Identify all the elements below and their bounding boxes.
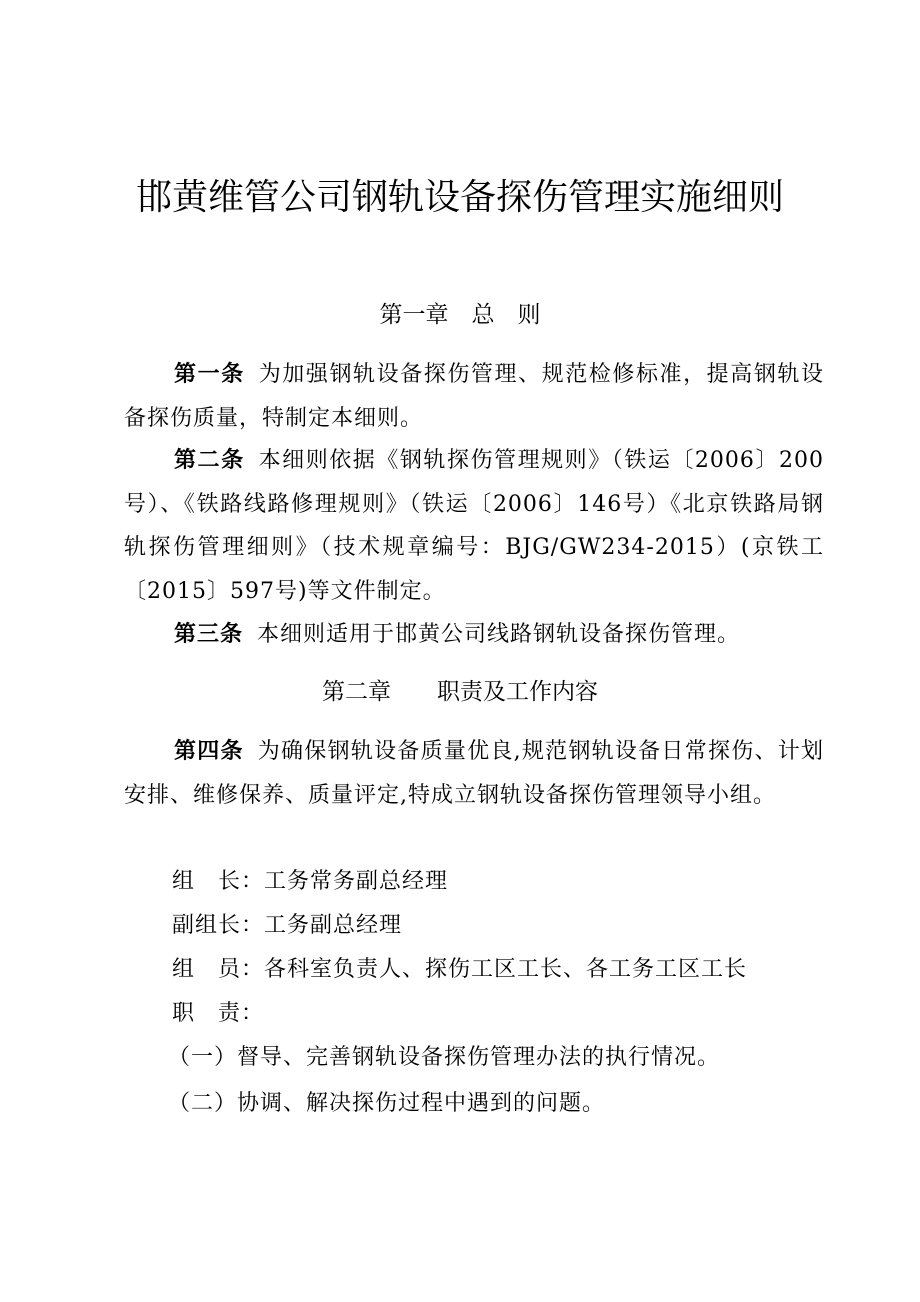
article-2-text: 本细则依据《钢轨探伤管理规则》（铁运〔2006〕200号）、《铁路线路修理规则》（铁运〔2006〕146号）《北京铁路局钢轨探伤管理细则》（技术规章编号：BJG/GW234-2015）(京铁工〔2015〕597号)等文件制定。 xyxy=(124,448,824,604)
article-1 xyxy=(124,353,824,440)
duty-item-2: （二）协调、解决探伤过程中遇到的问题。 xyxy=(168,1091,606,1116)
article-4-text: 为确保钢轨设备质量优良,规范钢轨设备日常探伤、计划安排、维修保养、质量评定,特成立钢轨设备探伤管理领导小组。 xyxy=(124,739,824,808)
group-leader-line: 组 长：工务常务副总经理 xyxy=(172,869,449,894)
article-1-number: 第一条 xyxy=(174,362,245,387)
article-3-text: 本细则适用于邯黄公司线路钢轨设备探伤管理。 xyxy=(257,622,741,647)
deputy-leader-line: 副组长：工务副总经理 xyxy=(172,913,403,938)
chapter-1-heading: 第一章 总 则 xyxy=(379,302,541,328)
article-2-number: 第二条 xyxy=(174,448,245,473)
article-3 xyxy=(124,613,824,657)
group-members-line: 组 员：各科室负责人、探伤工区工长、各工务工区工长 xyxy=(172,957,748,982)
document-title: 邯黄维管公司钢轨设备探伤管理实施细则 xyxy=(135,177,784,218)
duty-item-1: （一）督导、完善钢轨设备探伤管理办法的执行情况。 xyxy=(168,1045,721,1070)
duties-label: 职 责： xyxy=(172,1001,265,1026)
article-2 xyxy=(124,439,824,613)
article-4-number: 第四条 xyxy=(174,739,244,764)
chapter-2-heading: 第二章 职责及工作内容 xyxy=(322,679,598,705)
article-3-number: 第三条 xyxy=(174,622,244,647)
article-4 xyxy=(124,730,824,817)
article-1-text: 为加强钢轨设备探伤管理、规范检修标准，提高钢轨设备探伤质量，特制定本细则。 xyxy=(124,362,824,431)
